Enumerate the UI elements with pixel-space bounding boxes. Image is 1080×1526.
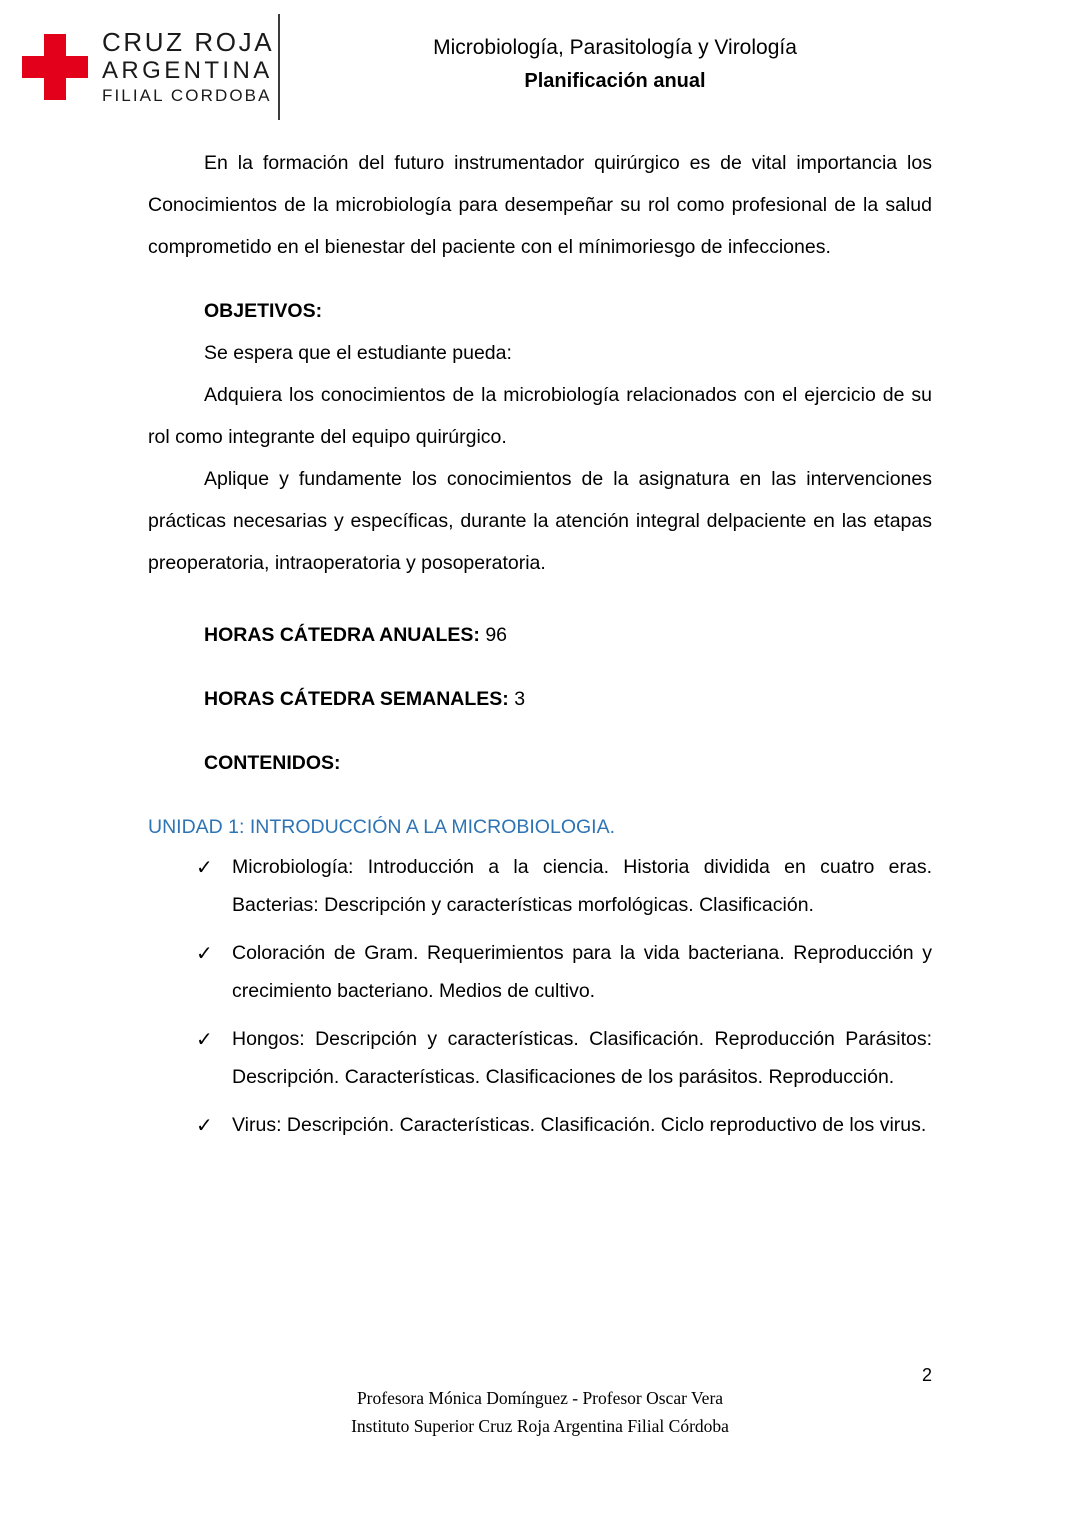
list-item (188, 1020, 932, 1096)
horas-semanales-value: 3 (514, 688, 526, 710)
list-item-text: Coloración de Gram. Requerimientos para la vida bacteriana. Reproducción y crecimiento bacteriano. Medios de cultivo. (232, 942, 932, 1002)
contenidos-heading: CONTENIDOS: (204, 752, 341, 774)
check-icon: ✓ (196, 1027, 213, 1051)
logo-line-1: CRUZ ROJA (102, 27, 275, 58)
footer-line-2: Instituto Superior Cruz Roja Argentina Filial Córdoba (351, 1416, 729, 1436)
check-icon: ✓ (196, 855, 213, 879)
horas-anuales-label: HORAS CÁTEDRA ANUALES: (204, 624, 480, 646)
logo-line-2: ARGENTINA (102, 56, 273, 84)
list-item (188, 934, 932, 1010)
objetivo-1: Adquiera los conocimientos de la microbiología relacionados con el ejercicio de su rol como integrante del equipo quirúrgico. (148, 384, 932, 448)
logo-text (102, 28, 274, 105)
list-item-text: Virus: Descripción. Características. Clasificación. Ciclo reproductivo de los virus. (232, 1114, 927, 1136)
page-number: 2 (921, 1365, 932, 1385)
cruz-roja-logo (0, 14, 280, 120)
document-title: Microbiología, Parasitología y Virología (433, 36, 797, 59)
horas-semanales (148, 678, 932, 720)
unidad-1-heading: UNIDAD 1: INTRODUCCIÓN A LA MICROBIOLOGIA. (148, 816, 616, 838)
objetivos-heading: OBJETIVOS: (204, 300, 323, 322)
footer-line-1: Profesora Mónica Domínguez - Profesor Oscar Vera (356, 1388, 724, 1408)
objetivos-lead: Se espera que el estudiante pueda: (204, 342, 512, 364)
unidad-1-bullet-list (148, 848, 932, 1144)
document-subtitle: Planificación anual (524, 70, 706, 92)
horas-anuales-value: 96 (485, 624, 508, 646)
document-content (0, 120, 1080, 1144)
check-icon: ✓ (196, 1113, 213, 1137)
objetivo-2: Aplique y fundamente los conocimientos de la asignatura en las intervenciones prácticas necesarias y específicas, durante la atención integral delpaciente en las etapas preoperatoria, intraoperatoria y posoperatoria. (148, 468, 932, 574)
document-header (0, 0, 1080, 120)
header-titles (280, 14, 1080, 93)
check-icon: ✓ (196, 941, 213, 965)
document-footer (0, 1384, 1080, 1440)
logo-line-3: FILIAL CORDOBA (102, 86, 272, 106)
horas-anuales (148, 614, 932, 656)
list-item (188, 1106, 932, 1144)
intro-paragraph: En la formación del futuro instrumentador quirúrgico es de vital importancia los Conocimientos de la microbiología para desempeñar su rol como profesional de la salud comprometido en el bienestar del paciente con el mínimoriesgo de infecciones. (148, 152, 932, 258)
list-item-text: Microbiología: Introducción a la ciencia. Historia dividida en cuatro eras. Bacterias: Descripción y características morfológicas. Clasificación. (232, 856, 932, 916)
list-item-text: Hongos: Descripción y características. Clasificación. Reproducción Parásitos: Descripción. Características. Clasificaciones de los parásitos. Reproducción. (232, 1028, 932, 1088)
red-cross-icon (18, 30, 92, 104)
list-item (188, 848, 932, 924)
horas-semanales-label: HORAS CÁTEDRA SEMANALES: (204, 688, 509, 710)
